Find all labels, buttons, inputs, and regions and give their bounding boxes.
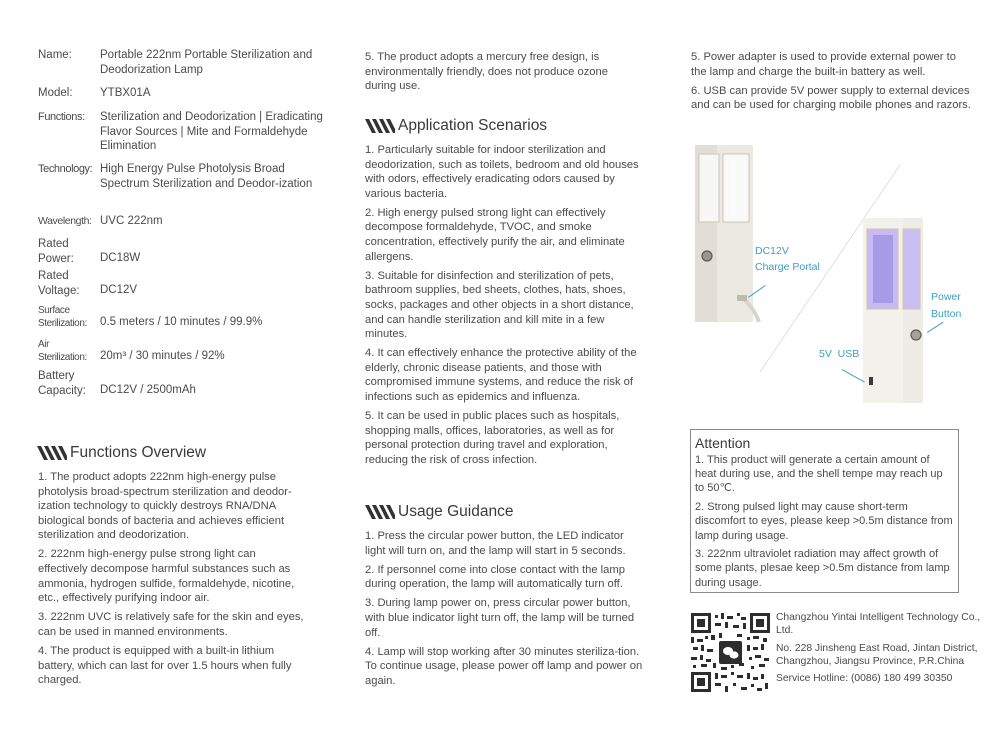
- list-item: 4. It can effectively enhance the protective ability of the elderly, chronic disease patients, and those with compromised immune systems, and reduce the risk of infections such as epidemics and influenza.: [365, 347, 637, 403]
- list-item: 2. Strong pulsed light may cause short-term discomfort to eyes, please keep >0.5m distance from lamp during usage.: [695, 501, 953, 542]
- list-item: 2. 222nm high-energy pulse strong light can effectively decompose harmful substances such as ammonia, hydrogen sulfide, formaldehyde, nicotine, etc., effectively purifying indoor air.: [38, 548, 295, 605]
- qr-code-icon: [691, 613, 770, 692]
- list-item: 3. During lamp power on, press circular power button, with blue indicator light turn off, the lamp will be turned off.: [365, 597, 635, 639]
- spec-value: DC12V: [100, 284, 138, 296]
- functions-overview-continued: [365, 50, 640, 98]
- application-scenarios-list: [365, 143, 640, 472]
- list-item: 1. Press the circular power button, the LED indicator light will turn on, and the lamp will start in 5 seconds.: [365, 530, 626, 557]
- list-item: 4. The product is equipped with a built-in lithium battery, which can last for over 1.5 hours when fully charged.: [38, 645, 292, 687]
- usage-guidance-list: [365, 529, 645, 693]
- spec-value: Portable 222nm Portable Sterilization and Deodorization Lamp: [100, 49, 313, 76]
- stripes-icon: [365, 505, 395, 519]
- application-scenarios-heading: [365, 117, 547, 135]
- product-illustration: [685, 140, 975, 420]
- list-item: 1. This product will generate a certain amount of heat during use, and the shell tempe may reach up to 50℃.: [695, 454, 943, 495]
- spec-label: Technology:: [38, 163, 93, 175]
- section-title: Application Scenarios: [398, 117, 548, 134]
- attention-box: [690, 429, 959, 593]
- spec-value: YTBX01A: [100, 87, 151, 99]
- list-item: 2. If personnel come into close contact with the lamp during operation, the lamp will automatically turn off.: [365, 563, 625, 591]
- callout-power-button: Power Button: [931, 291, 962, 320]
- spec-label: Air Sterilization:: [38, 339, 87, 363]
- list-item: 4. Lamp will stop working after 30 minutes steriliza-tion. To continue usage, please power off lamp and power on again.: [365, 645, 643, 687]
- list-item: 3. 222nm UVC is relatively safe for the skin and eyes, can be used in manned environments.: [38, 611, 304, 638]
- spec-label: Rated Voltage:: [38, 270, 80, 297]
- spec-label: Surface Sterilization:: [38, 305, 87, 329]
- lamp-photo: [685, 140, 975, 420]
- spec-value: High Energy Pulse Photolysis Broad Spectrum Sterilization and Deodor-ization: [100, 163, 313, 190]
- spec-value: DC18W: [100, 252, 141, 264]
- functions-overview-heading: [37, 444, 206, 462]
- spec-value: DC12V / 2500mAh: [100, 384, 196, 396]
- list-item: 5. Power adapter is used to provide external power to the lamp and charge the built-in battery as well.: [691, 51, 956, 78]
- callout-charge-portal: DC12V Charge Portal: [755, 245, 820, 273]
- spec-label: Battery Capacity:: [38, 370, 86, 397]
- spec-value: Sterilization and Deodorization | Eradicating Flavor Sources | Mite and Formaldehyde Elimination: [100, 111, 323, 152]
- list-item: 3. Suitable for disinfection and sterilization of pets, bathroom supplies, bed sheets, clothes, hats, shoes, socks, packages and other objects in a short distance, and can handle sterilization and kill mite in a few minutes.: [365, 269, 634, 341]
- stripes-icon: [365, 119, 395, 133]
- list-item: 2. High energy pulsed strong light can effectively decompose formaldehyde, TVOC, and smoke concentration, effectively purify the air, and eliminate allergens.: [365, 206, 625, 263]
- spec-value: UVC 222nm: [100, 215, 163, 227]
- spec-label: Functions:: [38, 111, 85, 123]
- stripes-icon: [37, 446, 67, 460]
- usage-guidance-heading: [365, 503, 513, 521]
- qr-code[interactable]: [691, 613, 770, 692]
- list-item: 6. USB can provide 5V power supply to external devices and can be used for charging mobile phones and razors.: [691, 84, 971, 112]
- list-item: 5. It can be used in public places such as hospitals, shopping malls, offices, laboratories, as well as for personal protection during travel and exploration, reducing the risk of cross infection.: [365, 410, 620, 466]
- list-item: 5. The product adopts a mercury free design, is environmentally friendly, does not produce ozone during use.: [365, 51, 608, 93]
- company-info: [776, 611, 981, 689]
- usage-guidance-continued: [691, 50, 971, 117]
- attention-title: Attention: [695, 435, 751, 451]
- company-address: No. 228 Jinsheng East Road, Jintan District, Changzhou, Jiangsu Province, P.R.China: [776, 642, 978, 667]
- spec-label: Rated Power:: [38, 238, 74, 265]
- spec-label: Model:: [38, 87, 73, 99]
- list-item: 3. 222nm ultraviolet radiation may affect growth of some plants, plesae keep >0.5m distance from lamp during usage.: [695, 548, 950, 589]
- section-title: Usage Guidance: [398, 503, 514, 520]
- spec-label: Wavelength:: [38, 215, 92, 227]
- section-title: Functions Overview: [70, 444, 207, 461]
- spec-value: 20m³ / 30 minutes / 92%: [100, 350, 225, 362]
- spec-value: 0.5 meters / 10 minutes / 99.9%: [100, 316, 263, 328]
- functions-overview-list: [38, 470, 308, 692]
- spec-label: Name:: [38, 49, 72, 61]
- callout-usb: 5V USB: [819, 348, 860, 360]
- company-name: Changzhou Yintai Intelligent Technology Co., Ltd.: [776, 612, 981, 637]
- list-item: 1. The product adopts 222nm high-energy pulse photolysis broad-spectrum sterilization and deodor-ization technology to quickly destroys RNA/DNA biological bonds of bacteria and achieves efficient sterilization and deodorization.: [38, 471, 292, 542]
- list-item: 1. Particularly suitable for indoor sterilization and deodorization, such as toilets, bedroom and old houses with odors, effectively eradicating odors caused by various bacteria.: [365, 144, 639, 200]
- service-hotline: Service Hotline: (0086) 180 499 30350: [776, 673, 953, 685]
